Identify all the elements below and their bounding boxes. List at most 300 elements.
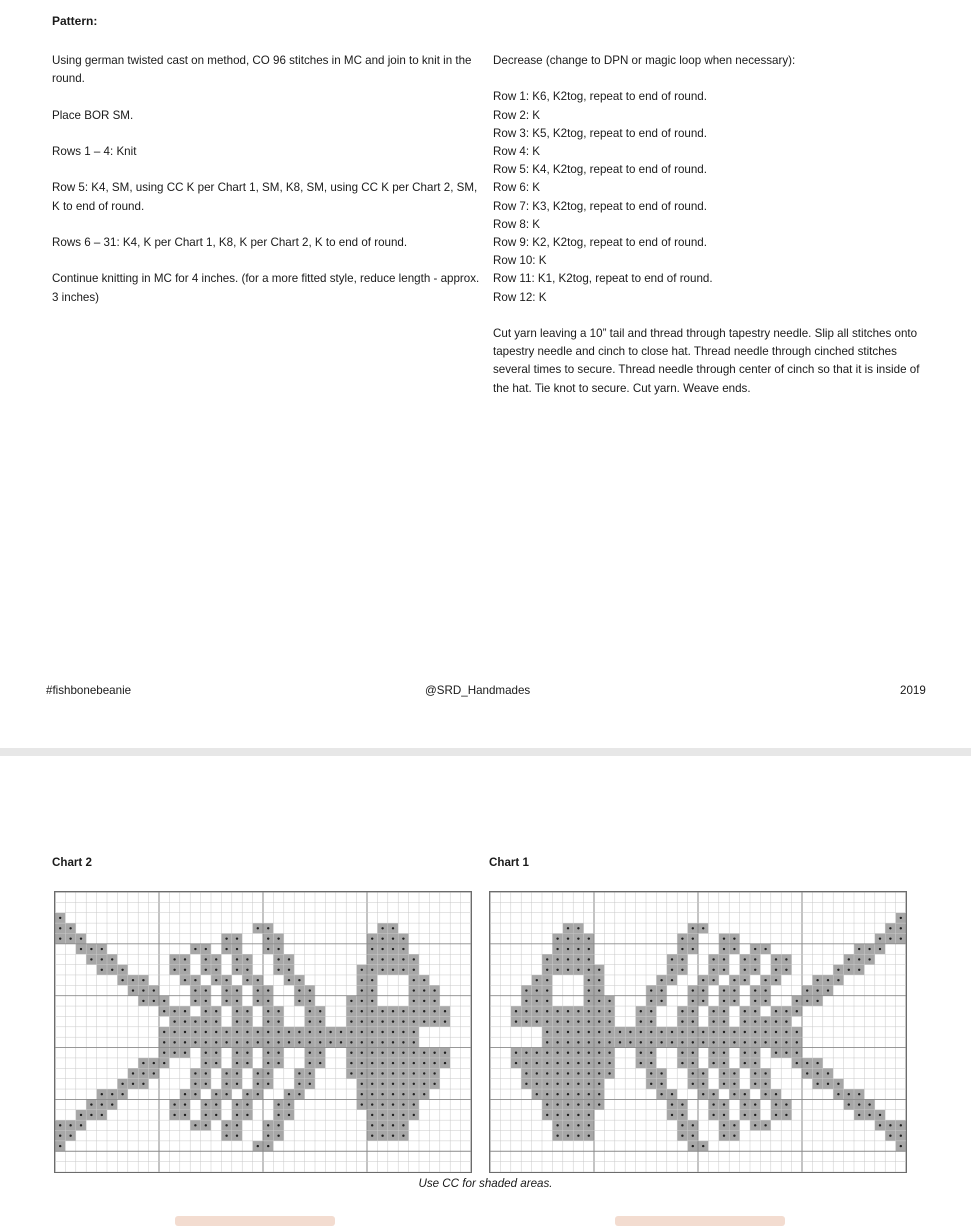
stitch-dot: [381, 1041, 383, 1043]
stitch-dot: [413, 958, 415, 960]
stitch-dot: [59, 927, 61, 929]
stitch-dot: [868, 1114, 870, 1116]
stitch-dot: [556, 1114, 558, 1116]
stitch-dot: [536, 1093, 538, 1095]
chart-2-svg: [55, 892, 471, 1172]
stitch-dot: [309, 1031, 311, 1033]
stitch-dot: [785, 1031, 787, 1033]
stitch-dot: [132, 1072, 134, 1074]
stitch-dot: [309, 1000, 311, 1002]
stitch-dot: [567, 958, 569, 960]
stitch-dot: [309, 989, 311, 991]
stitch-dot: [588, 1020, 590, 1022]
stitch-dot: [371, 1114, 373, 1116]
stitch-dot: [361, 1072, 363, 1074]
stitch-dot: [660, 989, 662, 991]
stitch-dot: [712, 1031, 714, 1033]
stitch-dot: [806, 1072, 808, 1074]
stitch-dot: [816, 1000, 818, 1002]
stitch-dot: [101, 1093, 103, 1095]
stitch-dot: [371, 1072, 373, 1074]
stitch-dot: [577, 948, 579, 950]
stitch-dot: [288, 1093, 290, 1095]
stitch-dot: [785, 1052, 787, 1054]
stitch-dot: [277, 937, 279, 939]
decrease-row: Row 8: K: [493, 217, 541, 231]
stitch-dot: [567, 1041, 569, 1043]
stitch-dot: [744, 1031, 746, 1033]
stitch-dot: [257, 1000, 259, 1002]
stitch-dot: [556, 1103, 558, 1105]
stitch-dot: [827, 1083, 829, 1085]
stitch-dot: [515, 1010, 517, 1012]
stitch-dot: [392, 1103, 394, 1105]
stitch-dot: [381, 1124, 383, 1126]
stitch-dot: [423, 1072, 425, 1074]
stitch-dot: [236, 1031, 238, 1033]
stitch-dot: [69, 937, 71, 939]
stitch-dot: [184, 1020, 186, 1022]
stitch-dot: [381, 1010, 383, 1012]
stitch-dot: [371, 1083, 373, 1085]
stitch-dot: [173, 969, 175, 971]
stitch-dot: [392, 1062, 394, 1064]
stitch-dot: [184, 1103, 186, 1105]
stitch-dot: [775, 1020, 777, 1022]
stitch-dot: [733, 948, 735, 950]
stitch-dot: [536, 1000, 538, 1002]
stitch-dot: [692, 1124, 694, 1126]
stitch-dot: [598, 1083, 600, 1085]
stitch-dot: [329, 1041, 331, 1043]
stitch-dot: [692, 1145, 694, 1147]
stitch-dot: [361, 1093, 363, 1095]
stitch-dot: [567, 1072, 569, 1074]
stitch-dot: [577, 1010, 579, 1012]
stitch-dot: [257, 1145, 259, 1147]
stitch-dot: [413, 1093, 415, 1095]
stitch-dot: [681, 1103, 683, 1105]
stitch-dot: [153, 1062, 155, 1064]
stitch-dot: [733, 1000, 735, 1002]
stitch-dot: [236, 1135, 238, 1137]
stitch-dot: [267, 989, 269, 991]
stitch-dot: [205, 1072, 207, 1074]
stitch-dot: [215, 1020, 217, 1022]
stitch-dot: [671, 1093, 673, 1095]
stitch-dot: [101, 1114, 103, 1116]
stitch-dot: [371, 937, 373, 939]
stitch-dot: [371, 1135, 373, 1137]
stitch-dot: [525, 989, 527, 991]
stitch-dot: [142, 1083, 144, 1085]
stitch-dot: [69, 1135, 71, 1137]
stitch-dot: [712, 1114, 714, 1116]
stitch-dot: [267, 927, 269, 929]
stitch-dot: [650, 1062, 652, 1064]
stitch-dot: [381, 927, 383, 929]
stitch-dot: [225, 1083, 227, 1085]
stitch-dot: [80, 1124, 82, 1126]
stitch-dot: [132, 979, 134, 981]
stitch-dot: [153, 1072, 155, 1074]
stitch-dot: [361, 1031, 363, 1033]
stitch-dot: [744, 1103, 746, 1105]
stitch-dot: [681, 1041, 683, 1043]
stitch-dot: [681, 948, 683, 950]
stitch-dot: [744, 1010, 746, 1012]
stitch-dot: [816, 1072, 818, 1074]
stitch-dot: [556, 1052, 558, 1054]
stitch-dot: [588, 1041, 590, 1043]
stitch-dot: [588, 958, 590, 960]
stitch-dot: [111, 969, 113, 971]
stitch-dot: [246, 958, 248, 960]
stitch-dot: [650, 1010, 652, 1012]
stitch-dot: [340, 1031, 342, 1033]
stitch-dot: [702, 1031, 704, 1033]
stitch-dot: [392, 1083, 394, 1085]
stitch-dot: [588, 1124, 590, 1126]
stitch-dot: [858, 1114, 860, 1116]
stitch-dot: [413, 969, 415, 971]
stitch-dot: [598, 1020, 600, 1022]
stitch-dot: [246, 1052, 248, 1054]
stitch-dot: [619, 1041, 621, 1043]
stitch-dot: [142, 979, 144, 981]
stitch-dot: [692, 989, 694, 991]
stitch-dot: [350, 1041, 352, 1043]
stitch-dot: [433, 1000, 435, 1002]
stitch-dot: [90, 958, 92, 960]
stitch-dot: [413, 979, 415, 981]
stitch-dot: [837, 969, 839, 971]
stitch-dot: [723, 1020, 725, 1022]
stitch-dot: [309, 1020, 311, 1022]
stitch-dot: [402, 1031, 404, 1033]
stitch-dot: [567, 927, 569, 929]
stitch-dot: [712, 979, 714, 981]
stitch-dot: [277, 1103, 279, 1105]
stitch-dot: [775, 958, 777, 960]
stitch-dot: [288, 979, 290, 981]
stitch-dot: [413, 1062, 415, 1064]
stitch-dot: [546, 1072, 548, 1074]
stitch-dot: [267, 937, 269, 939]
stitch-dot: [236, 989, 238, 991]
stitch-dot: [371, 1031, 373, 1033]
stitch-dot: [350, 1031, 352, 1033]
stitch-dot: [650, 1020, 652, 1022]
stitch-dot: [184, 1010, 186, 1012]
stitch-dot: [567, 1114, 569, 1116]
stitch-dot: [402, 948, 404, 950]
stitch-dot: [277, 1010, 279, 1012]
stitch-dot: [598, 1062, 600, 1064]
stitch-dot: [889, 1124, 891, 1126]
stitch-dot: [608, 1062, 610, 1064]
stitch-dot: [402, 969, 404, 971]
stitch-dot: [754, 1062, 756, 1064]
stitch-dot: [723, 1000, 725, 1002]
stitch-dot: [392, 1114, 394, 1116]
stitch-dot: [402, 1093, 404, 1095]
stitch-dot: [277, 948, 279, 950]
stitch-dot: [577, 1072, 579, 1074]
decrease-row: Row 7: K3, K2tog, repeat to end of round.: [493, 199, 707, 213]
stitch-dot: [816, 989, 818, 991]
stitch-dot: [567, 1031, 569, 1033]
stitch-dot: [413, 1041, 415, 1043]
stitch-dot: [712, 1041, 714, 1043]
stitch-dot: [598, 1010, 600, 1012]
stitch-dot: [277, 1135, 279, 1137]
stitch-dot: [640, 1020, 642, 1022]
stitch-dot: [858, 969, 860, 971]
stitch-dot: [588, 1072, 590, 1074]
stitch-dot: [712, 1093, 714, 1095]
stitch-dot: [205, 1020, 207, 1022]
stitch-dot: [744, 1062, 746, 1064]
stitch-dot: [236, 1124, 238, 1126]
stitch-dot: [712, 1020, 714, 1022]
stitch-dot: [184, 979, 186, 981]
stitch-dot: [142, 1072, 144, 1074]
stitch-dot: [381, 1093, 383, 1095]
stitch-dot: [298, 1083, 300, 1085]
rows-6-31-instruction: Rows 6 – 31: K4, K per Chart 1, K8, K per Chart 2, K to end of round.: [52, 235, 408, 249]
stitch-dot: [236, 1010, 238, 1012]
chart-1-svg: [490, 892, 906, 1172]
stitch-dot: [298, 989, 300, 991]
decrease-row: Row 12: K: [493, 290, 547, 304]
stitch-dot: [225, 1072, 227, 1074]
stitch-dot: [806, 989, 808, 991]
stitch-dot: [577, 1103, 579, 1105]
decrease-title: Decrease (change to DPN or magic loop when necessary):: [493, 54, 796, 67]
stitch-dot: [381, 1072, 383, 1074]
stitch-dot: [733, 1072, 735, 1074]
stitch-dot: [236, 1020, 238, 1022]
stitch-dot: [827, 1072, 829, 1074]
stitch-dot: [163, 1000, 165, 1002]
stitch-dot: [588, 1062, 590, 1064]
stitch-dot: [80, 937, 82, 939]
stitch-dot: [744, 1041, 746, 1043]
stitch-dot: [723, 1124, 725, 1126]
stitch-dot: [59, 917, 61, 919]
stitch-dot: [556, 969, 558, 971]
stitch-dot: [681, 969, 683, 971]
stitch-dot: [205, 1062, 207, 1064]
stitch-dot: [712, 1052, 714, 1054]
row-5-instruction: Row 5: K4, SM, using CC K per Chart 1, SM, K8, SM, using CC K per Chart 2, SM, K to end of round.: [52, 181, 478, 213]
stitch-dot: [288, 1031, 290, 1033]
stitch-dot: [392, 1031, 394, 1033]
stitch-dot: [111, 958, 113, 960]
stitch-dot: [816, 1083, 818, 1085]
stitch-dot: [236, 1114, 238, 1116]
stitch-dot: [889, 937, 891, 939]
stitch-dot: [900, 917, 902, 919]
stitch-dot: [402, 1010, 404, 1012]
stitch-dot: [744, 969, 746, 971]
stitch-dot: [619, 1031, 621, 1033]
stitch-dot: [381, 1020, 383, 1022]
stitch-dot: [236, 969, 238, 971]
stitch-dot: [764, 1020, 766, 1022]
stitch-dot: [350, 1000, 352, 1002]
stitch-dot: [205, 958, 207, 960]
stitch-dot: [660, 1083, 662, 1085]
stitch-dot: [194, 1083, 196, 1085]
stitch-dot: [267, 1000, 269, 1002]
stitch-dot: [350, 1052, 352, 1054]
stitch-dot: [361, 989, 363, 991]
stitch-dot: [775, 1052, 777, 1054]
stitch-dot: [101, 948, 103, 950]
stitch-dot: [764, 1041, 766, 1043]
stitch-dot: [723, 948, 725, 950]
stitch-dot: [361, 1010, 363, 1012]
stitch-dot: [381, 1103, 383, 1105]
stitch-dot: [712, 958, 714, 960]
stitch-dot: [215, 969, 217, 971]
stitch-dot: [194, 1093, 196, 1095]
stitch-dot: [567, 969, 569, 971]
stitch-dot: [556, 1083, 558, 1085]
stitch-dot: [588, 979, 590, 981]
stitch-dot: [153, 1000, 155, 1002]
stitch-dot: [267, 948, 269, 950]
stitch-dot: [246, 969, 248, 971]
stitch-dot: [236, 1000, 238, 1002]
stitch-dot: [402, 1062, 404, 1064]
stitch-dot: [205, 1124, 207, 1126]
stitch-dot: [671, 1041, 673, 1043]
stitch-dot: [413, 1031, 415, 1033]
stitch-dot: [381, 937, 383, 939]
stitch-dot: [381, 958, 383, 960]
pattern-heading: Pattern:: [52, 14, 98, 28]
stitch-dot: [837, 1093, 839, 1095]
stitch-dot: [392, 969, 394, 971]
stitch-dot: [744, 1052, 746, 1054]
stitch-dot: [413, 1000, 415, 1002]
stitch-dot: [692, 1041, 694, 1043]
stitch-dot: [59, 1145, 61, 1147]
stitch-dot: [785, 1103, 787, 1105]
stitch-dot: [423, 989, 425, 991]
stitch-dot: [796, 1000, 798, 1002]
stitch-dot: [556, 1124, 558, 1126]
stitch-dot: [194, 1072, 196, 1074]
stitch-dot: [173, 1010, 175, 1012]
stitch-dot: [723, 1062, 725, 1064]
stitch-dot: [858, 1093, 860, 1095]
stitch-dot: [361, 1052, 363, 1054]
stitch-dot: [423, 979, 425, 981]
stitch-dot: [546, 958, 548, 960]
stitch-dot: [215, 1010, 217, 1012]
stitch-dot: [723, 989, 725, 991]
stitch-dot: [692, 1072, 694, 1074]
stitch-dot: [816, 1062, 818, 1064]
stitch-dot: [59, 1124, 61, 1126]
footer-year: 2019: [900, 684, 926, 697]
stitch-dot: [567, 1124, 569, 1126]
stitch-dot: [764, 1083, 766, 1085]
stitch-dot: [546, 1031, 548, 1033]
stitch-dot: [246, 1062, 248, 1064]
stitch-dot: [277, 958, 279, 960]
stitch-dot: [90, 948, 92, 950]
stitch-dot: [588, 1010, 590, 1012]
stitch-dot: [536, 1010, 538, 1012]
stitch-dot: [702, 1083, 704, 1085]
stitch-dot: [775, 1031, 777, 1033]
stitch-dot: [640, 1062, 642, 1064]
stitch-dot: [723, 1010, 725, 1012]
stitch-dot: [101, 1103, 103, 1105]
stitch-dot: [608, 1000, 610, 1002]
stitch-dot: [132, 1083, 134, 1085]
stitch-dot: [257, 1083, 259, 1085]
stitch-dot: [796, 1052, 798, 1054]
stitch-dot: [733, 979, 735, 981]
stitch-dot: [775, 969, 777, 971]
stitch-dot: [577, 958, 579, 960]
stitch-dot: [796, 1041, 798, 1043]
stitch-dot: [546, 969, 548, 971]
stitch-dot: [402, 1114, 404, 1116]
stitch-dot: [775, 1041, 777, 1043]
stitch-dot: [546, 1000, 548, 1002]
stitch-dot: [340, 1041, 342, 1043]
stitch-dot: [764, 979, 766, 981]
decrease-row: Row 10: K: [493, 254, 547, 268]
stitch-dot: [868, 1103, 870, 1105]
stitch-dot: [785, 1020, 787, 1022]
stitch-dot: [848, 1103, 850, 1105]
stitch-dot: [121, 979, 123, 981]
chart-1-grid: [489, 891, 907, 1173]
stitch-dot: [515, 1052, 517, 1054]
stitch-dot: [629, 1041, 631, 1043]
finishing-instruction: Cut yarn leaving a 10” tail and thread through tapestry needle. Slip all stitches onto tapestry needle and cinch to close hat. Thread needle through cinched stitches several times to secure. Thread needle through center of cinch so that it is inside of the hat. Tie knot to secure. Cut yarn. Weave ends.: [493, 327, 920, 395]
rows-1-4-instruction: Rows 1 – 4: Knit: [52, 144, 137, 158]
stitch-dot: [402, 1135, 404, 1137]
stitch-dot: [577, 1052, 579, 1054]
stitch-dot: [381, 1135, 383, 1137]
stitch-dot: [350, 1020, 352, 1022]
stitch-dot: [556, 1041, 558, 1043]
stitch-dot: [629, 1031, 631, 1033]
stitch-dot: [712, 969, 714, 971]
stitch-dot: [267, 1020, 269, 1022]
stitch-dot: [111, 1093, 113, 1095]
stitch-dot: [754, 1114, 756, 1116]
stitch-dot: [608, 1010, 610, 1012]
stitch-dot: [837, 979, 839, 981]
stitch-dot: [764, 948, 766, 950]
stitch-dot: [692, 1062, 694, 1064]
stitch-dot: [660, 1000, 662, 1002]
stitch-dot: [423, 1000, 425, 1002]
stitch-dot: [816, 979, 818, 981]
stitch-dot: [723, 937, 725, 939]
stitch-dot: [858, 948, 860, 950]
